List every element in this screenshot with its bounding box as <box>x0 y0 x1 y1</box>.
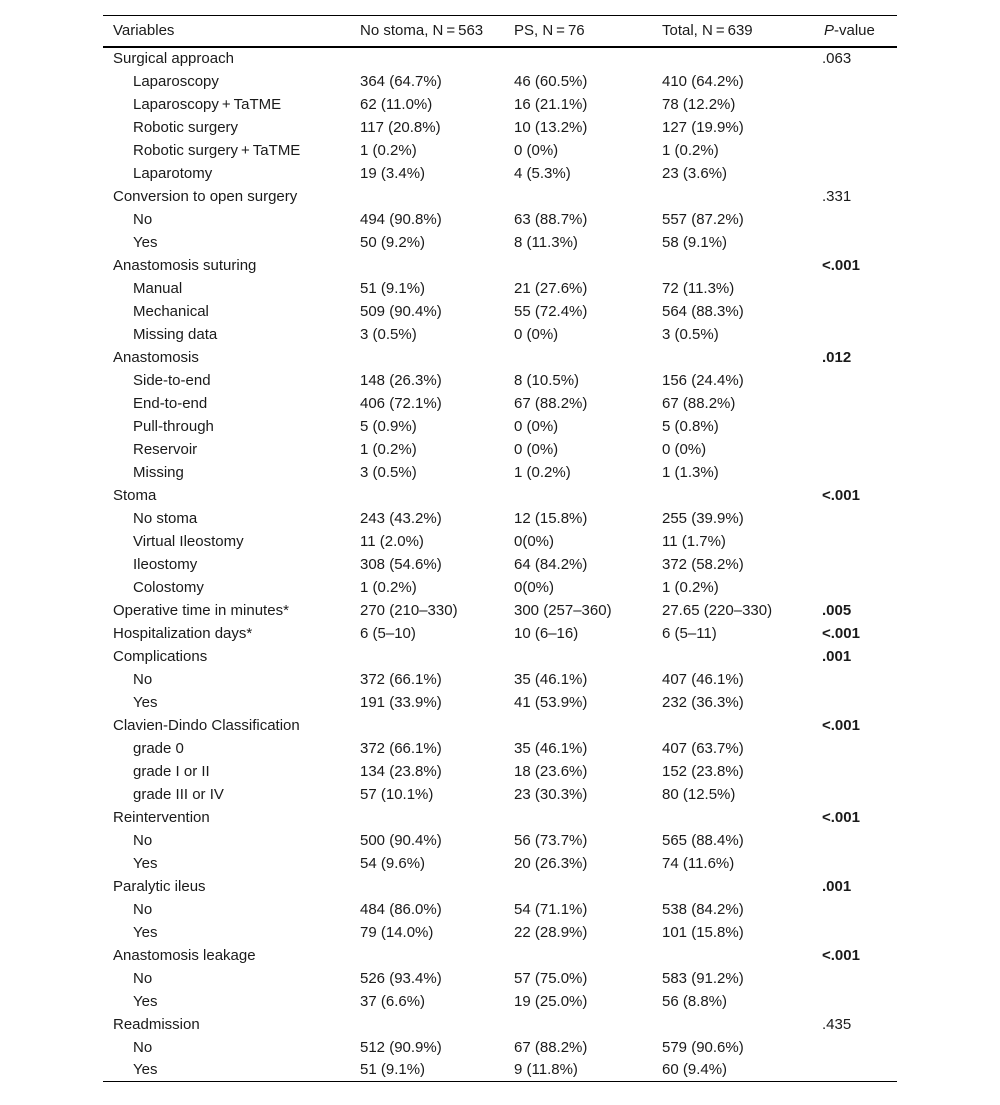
cell-ps <box>504 806 652 829</box>
cell-ps: 67 (88.2%) <box>514 1038 588 1056</box>
cell-ps <box>504 714 652 737</box>
cell-variable: Pull-through <box>133 417 214 435</box>
cell-p-value <box>814 507 897 530</box>
cell-ps: 300 (257–360) <box>514 601 612 619</box>
cell-no-stoma: 512 (90.9%) <box>360 1038 442 1056</box>
cell-ps: 54 (71.1%) <box>514 900 588 918</box>
cell-ps <box>504 1013 652 1036</box>
cell-total <box>652 645 814 668</box>
cell-total: 0 (0%) <box>662 440 707 458</box>
cell-no-stoma: 1 (0.2%) <box>360 141 417 159</box>
cell-total <box>652 484 814 507</box>
cell-total: 56 (8.8%) <box>662 992 728 1010</box>
cell-variable: Yes <box>133 992 158 1010</box>
cell-no-stoma <box>350 806 504 829</box>
cell-no-stoma: 134 (23.8%) <box>360 762 442 780</box>
cell-p-value: <.001 <box>822 486 860 504</box>
table-row-sub <box>103 829 897 852</box>
cell-variable: Missing data <box>133 325 218 343</box>
cell-ps <box>504 645 652 668</box>
cell-total: 5 (0.8%) <box>662 417 719 435</box>
cell-ps: 18 (23.6%) <box>514 762 588 780</box>
cell-no-stoma: 57 (10.1%) <box>360 785 434 803</box>
cell-no-stoma: 5 (0.9%) <box>360 417 417 435</box>
header-no-stoma: No stoma, N = 563 <box>350 16 504 47</box>
cell-p-value <box>814 392 897 415</box>
cell-no-stoma <box>350 47 504 70</box>
cell-no-stoma: 37 (6.6%) <box>360 992 426 1010</box>
cell-variable: Anastomosis leakage <box>113 946 256 964</box>
cell-no-stoma: 191 (33.9%) <box>360 693 442 711</box>
cell-variable: Colostomy <box>133 578 204 596</box>
table-row-category <box>103 185 897 208</box>
cell-variable: Robotic surgery + TaTME <box>133 141 301 159</box>
cell-variable: Clavien-Dindo Classification <box>113 716 300 734</box>
cell-total <box>652 254 814 277</box>
table-row-sub <box>103 967 897 990</box>
cell-ps <box>504 944 652 967</box>
cell-p-value <box>814 783 897 806</box>
cell-total: 407 (63.7%) <box>662 739 744 757</box>
cell-p-value: .001 <box>822 877 852 895</box>
cell-variable: grade III or IV <box>133 785 224 803</box>
cell-variable: Side-to-end <box>133 371 211 389</box>
table-row-category <box>103 599 897 622</box>
cell-p-value: <.001 <box>822 716 860 734</box>
cell-no-stoma: 3 (0.5%) <box>360 463 417 481</box>
cell-p-value <box>814 852 897 875</box>
cell-total: 78 (12.2%) <box>662 95 736 113</box>
cell-variable: Laparotomy <box>133 164 213 182</box>
results-table <box>103 15 897 1082</box>
cell-variable: Readmission <box>113 1015 200 1033</box>
header-p-italic: P <box>824 22 835 40</box>
table-row-sub <box>103 1036 897 1059</box>
cell-no-stoma: 19 (3.4%) <box>360 164 426 182</box>
cell-no-stoma: 500 (90.4%) <box>360 831 442 849</box>
cell-no-stoma <box>350 875 504 898</box>
cell-total: 583 (91.2%) <box>662 969 744 987</box>
table-row-category <box>103 1013 897 1036</box>
cell-variable: grade 0 <box>133 739 184 757</box>
cell-total: 1 (0.2%) <box>662 578 719 596</box>
cell-p-value <box>814 116 897 139</box>
cell-p-value: <.001 <box>822 256 860 274</box>
cell-p-value <box>814 438 897 461</box>
cell-no-stoma <box>350 645 504 668</box>
cell-total: 58 (9.1%) <box>662 233 728 251</box>
cell-total <box>652 47 814 70</box>
cell-variable: Ileostomy <box>133 555 198 573</box>
cell-no-stoma: 54 (9.6%) <box>360 854 426 872</box>
cell-p-value <box>814 162 897 185</box>
cell-ps: 56 (73.7%) <box>514 831 588 849</box>
header-row <box>103 16 897 47</box>
table-row-sub <box>103 116 897 139</box>
cell-ps: 35 (46.1%) <box>514 670 588 688</box>
cell-variable: No <box>133 670 153 688</box>
cell-no-stoma: 372 (66.1%) <box>360 739 442 757</box>
cell-p-value <box>814 369 897 392</box>
table-row-sub <box>103 990 897 1013</box>
cell-ps <box>504 346 652 369</box>
cell-total: 410 (64.2%) <box>662 72 744 90</box>
cell-p-value <box>814 691 897 714</box>
table-row-sub <box>103 438 897 461</box>
cell-total <box>652 806 814 829</box>
cell-total <box>652 185 814 208</box>
cell-ps: 0 (0%) <box>514 417 559 435</box>
cell-total <box>652 944 814 967</box>
cell-p-value <box>814 1036 897 1059</box>
cell-variable: Operative time in minutes* <box>113 601 289 619</box>
cell-variable: Manual <box>133 279 183 297</box>
cell-p-value: .001 <box>822 647 852 665</box>
table-row-category <box>103 484 897 507</box>
cell-p-value <box>814 737 897 760</box>
cell-no-stoma <box>350 714 504 737</box>
cell-p-value: <.001 <box>822 946 860 964</box>
cell-p-value <box>814 277 897 300</box>
cell-total: 152 (23.8%) <box>662 762 744 780</box>
cell-p-value <box>814 323 897 346</box>
cell-total: 11 (1.7%) <box>662 532 726 550</box>
cell-p-value <box>814 300 897 323</box>
table-row-sub <box>103 898 897 921</box>
table-row-sub <box>103 323 897 346</box>
cell-variable: Reservoir <box>133 440 198 458</box>
cell-p-value <box>814 898 897 921</box>
cell-p-value <box>814 668 897 691</box>
cell-no-stoma: 148 (26.3%) <box>360 371 442 389</box>
cell-ps: 46 (60.5%) <box>514 72 588 90</box>
cell-variable: Yes <box>133 233 158 251</box>
table-row-sub <box>103 553 897 576</box>
header-p-value <box>814 16 897 47</box>
cell-ps: 16 (21.1%) <box>514 95 588 113</box>
table-row-sub <box>103 576 897 599</box>
cell-ps <box>504 185 652 208</box>
cell-ps: 41 (53.9%) <box>514 693 588 711</box>
cell-p-value <box>814 231 897 254</box>
table-row-sub <box>103 737 897 760</box>
header-p-rest: -value <box>834 22 875 40</box>
cell-total: 67 (88.2%) <box>662 394 736 412</box>
table-row-sub <box>103 277 897 300</box>
cell-p-value <box>814 967 897 990</box>
table-row-sub <box>103 369 897 392</box>
table-row-sub <box>103 93 897 116</box>
results-table-container <box>103 15 897 1082</box>
cell-p-value <box>814 530 897 553</box>
cell-no-stoma: 484 (86.0%) <box>360 900 442 918</box>
cell-total: 557 (87.2%) <box>662 210 744 228</box>
cell-total: 60 (9.4%) <box>652 1059 814 1082</box>
cell-variable: Anastomosis <box>113 348 199 366</box>
cell-ps: 12 (15.8%) <box>514 509 588 527</box>
cell-no-stoma <box>350 944 504 967</box>
table-body <box>103 47 897 1082</box>
table-row-sub <box>103 507 897 530</box>
cell-total: 72 (11.3%) <box>662 279 735 297</box>
cell-ps <box>504 254 652 277</box>
cell-no-stoma: 117 (20.8%) <box>360 118 441 136</box>
cell-variable: Reintervention <box>113 808 210 826</box>
cell-no-stoma: 406 (72.1%) <box>360 394 442 412</box>
table-row-sub <box>103 668 897 691</box>
cell-ps: 21 (27.6%) <box>514 279 588 297</box>
cell-total <box>652 346 814 369</box>
cell-total: 23 (3.6%) <box>662 164 728 182</box>
cell-ps: 4 (5.3%) <box>514 164 571 182</box>
cell-no-stoma: 372 (66.1%) <box>360 670 442 688</box>
cell-total: 80 (12.5%) <box>662 785 736 803</box>
table-row-sub <box>103 162 897 185</box>
cell-total: 1 (0.2%) <box>662 141 719 159</box>
cell-p-value <box>814 921 897 944</box>
table-row-sub <box>103 783 897 806</box>
cell-total: 3 (0.5%) <box>662 325 719 343</box>
cell-no-stoma: 51 (9.1%) <box>350 1059 504 1082</box>
cell-ps: 9 (11.8%) <box>504 1059 652 1082</box>
cell-p-value <box>814 829 897 852</box>
table-row-sub <box>103 70 897 93</box>
cell-variable: Virtual Ileostomy <box>133 532 244 550</box>
cell-ps: 0 (0%) <box>514 440 559 458</box>
cell-p-value: <.001 <box>822 808 860 826</box>
cell-no-stoma <box>350 484 504 507</box>
cell-ps: 10 (6–16) <box>514 624 579 642</box>
cell-variable: Anastomosis suturing <box>113 256 257 274</box>
cell-ps: 0(0%) <box>514 532 555 550</box>
cell-p-value <box>814 70 897 93</box>
cell-p-value: .331 <box>822 187 852 205</box>
cell-total <box>652 1013 814 1036</box>
cell-no-stoma <box>350 185 504 208</box>
cell-variable: No <box>133 831 153 849</box>
cell-no-stoma: 509 (90.4%) <box>360 302 442 320</box>
cell-no-stoma: 243 (43.2%) <box>360 509 442 527</box>
cell-total: 101 (15.8%) <box>662 923 744 941</box>
cell-p-value <box>814 461 897 484</box>
cell-total <box>652 714 814 737</box>
cell-variable: Conversion to open surgery <box>113 187 298 205</box>
cell-no-stoma: 1 (0.2%) <box>360 578 417 596</box>
header-ps: PS, N = 76 <box>504 16 652 47</box>
cell-ps: 57 (75.0%) <box>514 969 588 987</box>
cell-variable: Mechanical <box>133 302 209 320</box>
cell-variable: No stoma <box>133 509 198 527</box>
table-row-sub <box>103 392 897 415</box>
cell-p-value: .435 <box>822 1015 852 1033</box>
cell-variable: Laparoscopy + TaTME <box>133 95 282 113</box>
table-row-category <box>103 622 897 645</box>
cell-ps: 63 (88.7%) <box>514 210 588 228</box>
cell-total: 579 (90.6%) <box>662 1038 744 1056</box>
cell-ps: 0(0%) <box>514 578 555 596</box>
cell-p-value <box>814 415 897 438</box>
cell-total <box>652 875 814 898</box>
cell-p-value: .005 <box>822 601 852 619</box>
cell-no-stoma: 1 (0.2%) <box>360 440 417 458</box>
cell-variable: Surgical approach <box>113 50 234 67</box>
cell-total: 1 (1.3%) <box>662 463 719 481</box>
cell-no-stoma: 79 (14.0%) <box>360 923 434 941</box>
cell-ps: 1 (0.2%) <box>514 463 571 481</box>
cell-variable: Yes <box>133 854 158 872</box>
table-row-sub <box>103 1059 897 1082</box>
cell-ps: 64 (84.2%) <box>514 555 588 573</box>
cell-total: 232 (36.3%) <box>662 693 744 711</box>
header-total: Total, N = 639 <box>652 16 814 47</box>
cell-total: 27.65 (220–330) <box>662 601 773 619</box>
cell-ps: 55 (72.4%) <box>514 302 588 320</box>
table-row-sub <box>103 691 897 714</box>
cell-variable: No <box>133 210 153 228</box>
table-row-category <box>103 254 897 277</box>
cell-no-stoma: 270 (210–330) <box>360 601 458 619</box>
table-row-sub <box>103 300 897 323</box>
cell-variable: No <box>133 900 153 918</box>
cell-total: 74 (11.6%) <box>662 854 735 872</box>
cell-total: 538 (84.2%) <box>662 900 744 918</box>
table-row-category <box>103 944 897 967</box>
cell-variable: Laparoscopy <box>133 72 219 90</box>
cell-no-stoma: 11 (2.0%) <box>360 532 424 550</box>
table-row-sub <box>103 852 897 875</box>
cell-ps: 0 (0%) <box>514 325 559 343</box>
cell-ps: 8 (11.3%) <box>514 233 578 251</box>
table-row-sub <box>103 760 897 783</box>
cell-no-stoma: 526 (93.4%) <box>360 969 442 987</box>
cell-variable: Robotic surgery <box>133 118 239 136</box>
table-row-category <box>103 645 897 668</box>
cell-variable: Stoma <box>113 486 157 504</box>
table-row-sub <box>103 415 897 438</box>
cell-p-value <box>814 1059 897 1082</box>
cell-ps: 10 (13.2%) <box>514 118 588 136</box>
cell-total: 6 (5–11) <box>662 624 717 642</box>
cell-p-value <box>814 760 897 783</box>
table-row-sub <box>103 921 897 944</box>
cell-p-value <box>814 139 897 162</box>
cell-no-stoma: 364 (64.7%) <box>360 72 442 90</box>
cell-total: 255 (39.9%) <box>662 509 744 527</box>
table-row-category <box>103 47 897 70</box>
cell-no-stoma <box>350 346 504 369</box>
table-row-sub <box>103 139 897 162</box>
cell-p-value <box>814 93 897 116</box>
cell-ps: 67 (88.2%) <box>514 394 588 412</box>
table-row-category <box>103 346 897 369</box>
cell-p-value <box>814 990 897 1013</box>
cell-no-stoma <box>350 254 504 277</box>
cell-no-stoma: 62 (11.0%) <box>360 95 433 113</box>
table-row-category <box>103 806 897 829</box>
cell-variable: grade I or II <box>133 762 210 780</box>
cell-ps: 23 (30.3%) <box>514 785 588 803</box>
cell-p-value: <.001 <box>822 624 860 642</box>
cell-variable: Yes <box>103 1059 350 1082</box>
cell-ps <box>504 484 652 507</box>
cell-no-stoma: 494 (90.8%) <box>360 210 442 228</box>
cell-variable: Yes <box>133 693 158 711</box>
table-row-sub <box>103 208 897 231</box>
table-header <box>103 16 897 47</box>
cell-no-stoma: 3 (0.5%) <box>360 325 417 343</box>
table-row-sub <box>103 231 897 254</box>
cell-variable: No <box>133 1038 153 1056</box>
cell-variable: Complications <box>113 647 208 665</box>
cell-ps <box>504 875 652 898</box>
cell-ps: 20 (26.3%) <box>514 854 588 872</box>
header-variables: Variables <box>103 16 350 47</box>
cell-no-stoma: 6 (5–10) <box>360 624 416 642</box>
cell-p-value <box>814 208 897 231</box>
cell-ps: 22 (28.9%) <box>514 923 588 941</box>
cell-variable: No <box>133 969 153 987</box>
cell-ps: 0 (0%) <box>514 141 559 159</box>
table-row-sub <box>103 530 897 553</box>
cell-total: 156 (24.4%) <box>662 371 744 389</box>
cell-no-stoma: 50 (9.2%) <box>360 233 426 251</box>
cell-variable: End-to-end <box>133 394 208 412</box>
cell-p-value: .063 <box>822 50 852 67</box>
table-row-category <box>103 714 897 737</box>
cell-total: 565 (88.4%) <box>662 831 744 849</box>
cell-no-stoma <box>350 1013 504 1036</box>
cell-ps: 19 (25.0%) <box>514 992 588 1010</box>
cell-p-value <box>814 553 897 576</box>
cell-no-stoma: 308 (54.6%) <box>360 555 442 573</box>
cell-total: 127 (19.9%) <box>662 118 744 136</box>
cell-total: 372 (58.2%) <box>662 555 744 573</box>
cell-no-stoma: 51 (9.1%) <box>360 279 426 297</box>
table-row-sub <box>103 461 897 484</box>
cell-variable: Missing <box>133 463 184 481</box>
cell-ps: 35 (46.1%) <box>514 739 588 757</box>
cell-ps: 8 (10.5%) <box>514 371 580 389</box>
cell-p-value: .012 <box>822 348 852 366</box>
cell-total: 564 (88.3%) <box>662 302 744 320</box>
cell-ps <box>504 47 652 70</box>
cell-p-value <box>814 576 897 599</box>
table-row-category <box>103 875 897 898</box>
cell-variable: Paralytic ileus <box>113 877 206 895</box>
cell-variable: Hospitalization days* <box>113 624 253 642</box>
cell-total: 407 (46.1%) <box>662 670 744 688</box>
cell-variable: Yes <box>133 923 158 941</box>
